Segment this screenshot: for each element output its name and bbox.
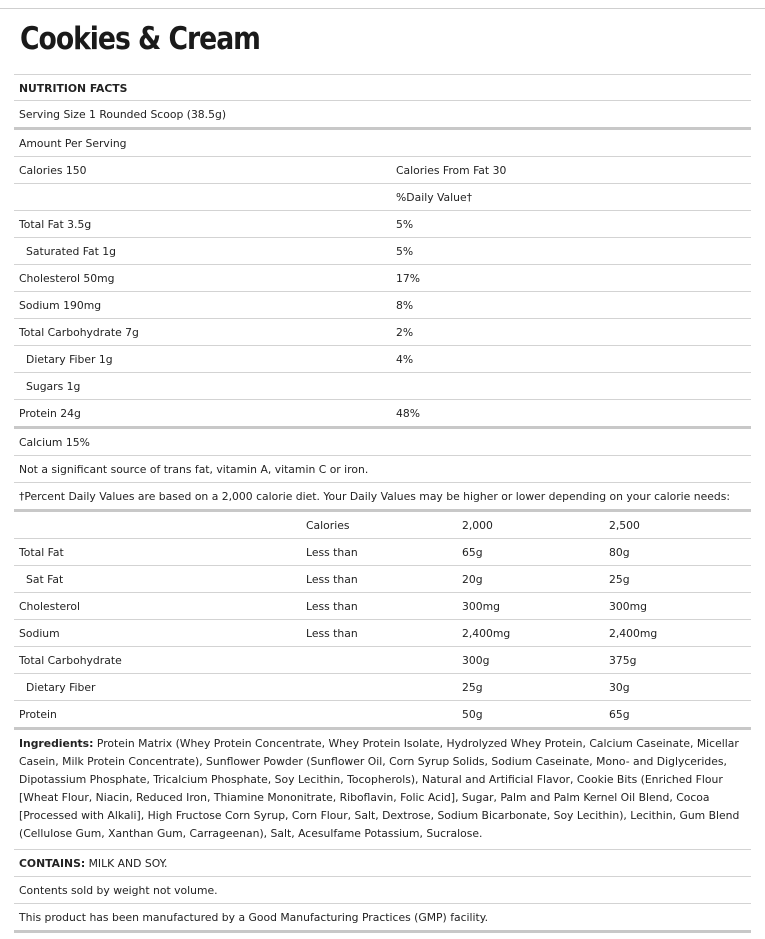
serving-size: Serving Size 1 Rounded Scoop (38.5g)	[19, 108, 227, 121]
dv-table-2500: 300mg	[609, 600, 647, 613]
nutrient-name: Sodium 190mg	[19, 299, 102, 312]
nutrient-row	[14, 292, 751, 319]
not-significant-row	[14, 456, 751, 483]
nutrient-daily-value: 48%	[396, 407, 420, 420]
dv-table-qualifier: Less than	[306, 546, 358, 559]
serving-size-row	[14, 101, 751, 130]
dv-table-2500: 2,400mg	[609, 627, 658, 640]
calcium: Calcium 15%	[19, 436, 90, 449]
contains-label: CONTAINS:	[19, 857, 86, 870]
nutrient-row	[14, 238, 751, 265]
weight-note-row	[14, 877, 751, 904]
product-title: Cookies & Cream	[20, 21, 260, 57]
dv-table-2500: 25g	[609, 573, 630, 586]
ingredients-block	[14, 730, 751, 850]
not-significant-note: Not a significant source of trans fat, vitamin A, vitamin C or iron.	[19, 463, 369, 476]
dv-table-row	[14, 566, 751, 593]
ingredients-label: Ingredients:	[19, 737, 94, 750]
nutrient-name: Dietary Fiber 1g	[26, 353, 113, 366]
dv-table-2000: 2,000	[462, 519, 493, 532]
dv-table-label: Total Fat	[19, 546, 64, 559]
daily-value-header: %Daily Value†	[396, 191, 473, 204]
dv-table-label: Cholesterol	[19, 600, 80, 613]
dv-table-row	[14, 593, 751, 620]
contains-statement	[19, 850, 167, 877]
dv-table-row	[14, 674, 751, 701]
dv-table-2000: 50g	[462, 708, 483, 721]
daily-values-footnote-row	[14, 483, 751, 512]
nutrient-daily-value: 5%	[396, 245, 414, 258]
dv-table-label: Sodium	[19, 627, 60, 640]
dv-table-2500: 30g	[609, 681, 630, 694]
dv-table-label: Protein	[19, 708, 57, 721]
nutrient-name: Total Carbohydrate 7g	[19, 326, 139, 339]
dv-table-2000: 2,400mg	[462, 627, 511, 640]
dv-table-2000: 300g	[462, 654, 490, 667]
nutrition-facts-heading: NUTRITION FACTS	[19, 82, 128, 95]
dv-table-row	[14, 701, 751, 730]
nutrient-name: Sugars 1g	[26, 380, 81, 393]
calories: Calories 150	[19, 164, 87, 177]
dv-table-qualifier: Calories	[306, 519, 350, 532]
dv-table-2500: 2,500	[609, 519, 640, 532]
dv-table-2000: 65g	[462, 546, 483, 559]
dv-table-qualifier: Less than	[306, 573, 358, 586]
nutrient-daily-value: 4%	[396, 353, 414, 366]
contains-text: MILK AND SOY.	[85, 857, 168, 870]
daily-values-footnote: †Percent Daily Values are based on a 2,000 calorie diet. Your Daily Values may be higher or lower depending on your calorie needs:	[19, 490, 730, 503]
gmp-note: This product has been manufactured by a Good Manufacturing Practices (GMP) facility.	[19, 911, 489, 924]
amount-per-serving-row	[14, 130, 751, 157]
nutrient-row	[14, 319, 751, 346]
nutrient-row	[14, 346, 751, 373]
dv-table-label: Sat Fat	[26, 573, 64, 586]
dv-table-2000: 300mg	[462, 600, 500, 613]
nutrient-name: Total Fat 3.5g	[19, 218, 92, 231]
dv-table-2500: 65g	[609, 708, 630, 721]
nutrient-row	[14, 373, 751, 400]
dv-table-2000: 25g	[462, 681, 483, 694]
nutrition-facts-panel	[14, 74, 751, 933]
dv-table-2500: 375g	[609, 654, 637, 667]
dv-table-row	[14, 647, 751, 674]
nutrient-row	[14, 211, 751, 238]
nutrient-name: Cholesterol 50mg	[19, 272, 115, 285]
nutrient-row	[14, 400, 751, 429]
nutrient-name: Saturated Fat 1g	[26, 245, 116, 258]
calcium-row	[14, 429, 751, 456]
dv-table-header	[14, 512, 751, 539]
dv-table-2500: 80g	[609, 546, 630, 559]
calories-from-fat: Calories From Fat 30	[396, 164, 507, 177]
dv-table-row	[14, 620, 751, 647]
ingredients-text: Protein Matrix (Whey Protein Concentrate, Whey Protein Isolate, Hydrolyzed Whey Protein, Calcium Caseinate, Micellar Casein, Milk Protein Concentrate), Sunflower Powder (Sunflower Oil, Corn Syrup Solids, Sodium Caseinate, Mono- and Diglycerides, Dipotassium Phosphate, Tricalcium Phosphate, Soy Lecithin, Tocopherols), Natural and Artificial Flavor, Cookie Bits (Enriched Flour [Wheat Flour, Niacin, Reduced Iron, Thiamine Mononitrate, Riboflavin, Folic Acid], Sugar, Palm and Palm Kernel Oil Blend, Cocoa [Processed with Alkali], High Fructose Corn Syrup, Corn Flour, Salt, Dextrose, Sodium Bicarbonate, Soy Lecithin), Lecithin, Gum Blend (Cellulose Gum, Xanthan Gum, Carrageenan), Salt, Acesulfame Potassium, Sucralose.	[19, 737, 740, 840]
weight-note: Contents sold by weight not volume.	[19, 884, 218, 897]
nutrient-daily-value: 2%	[396, 326, 414, 339]
amount-per-serving: Amount Per Serving	[19, 137, 127, 150]
dv-table-row	[14, 539, 751, 566]
gmp-note-row	[14, 904, 751, 933]
calories-row	[14, 157, 751, 184]
nutrient-daily-value: 17%	[396, 272, 420, 285]
dv-table-label: Dietary Fiber	[26, 681, 96, 694]
top-divider	[0, 8, 765, 9]
nutrient-daily-value: 8%	[396, 299, 414, 312]
nutrient-daily-value: 5%	[396, 218, 414, 231]
dv-table-qualifier: Less than	[306, 627, 358, 640]
daily-value-header-row	[14, 184, 751, 211]
nutrient-name: Protein 24g	[19, 407, 81, 420]
dv-table-label: Total Carbohydrate	[19, 654, 122, 667]
contains-row	[14, 850, 751, 877]
dv-table-qualifier: Less than	[306, 600, 358, 613]
dv-table-2000: 20g	[462, 573, 483, 586]
nutrient-row	[14, 265, 751, 292]
nutrition-facts-header	[14, 74, 751, 101]
